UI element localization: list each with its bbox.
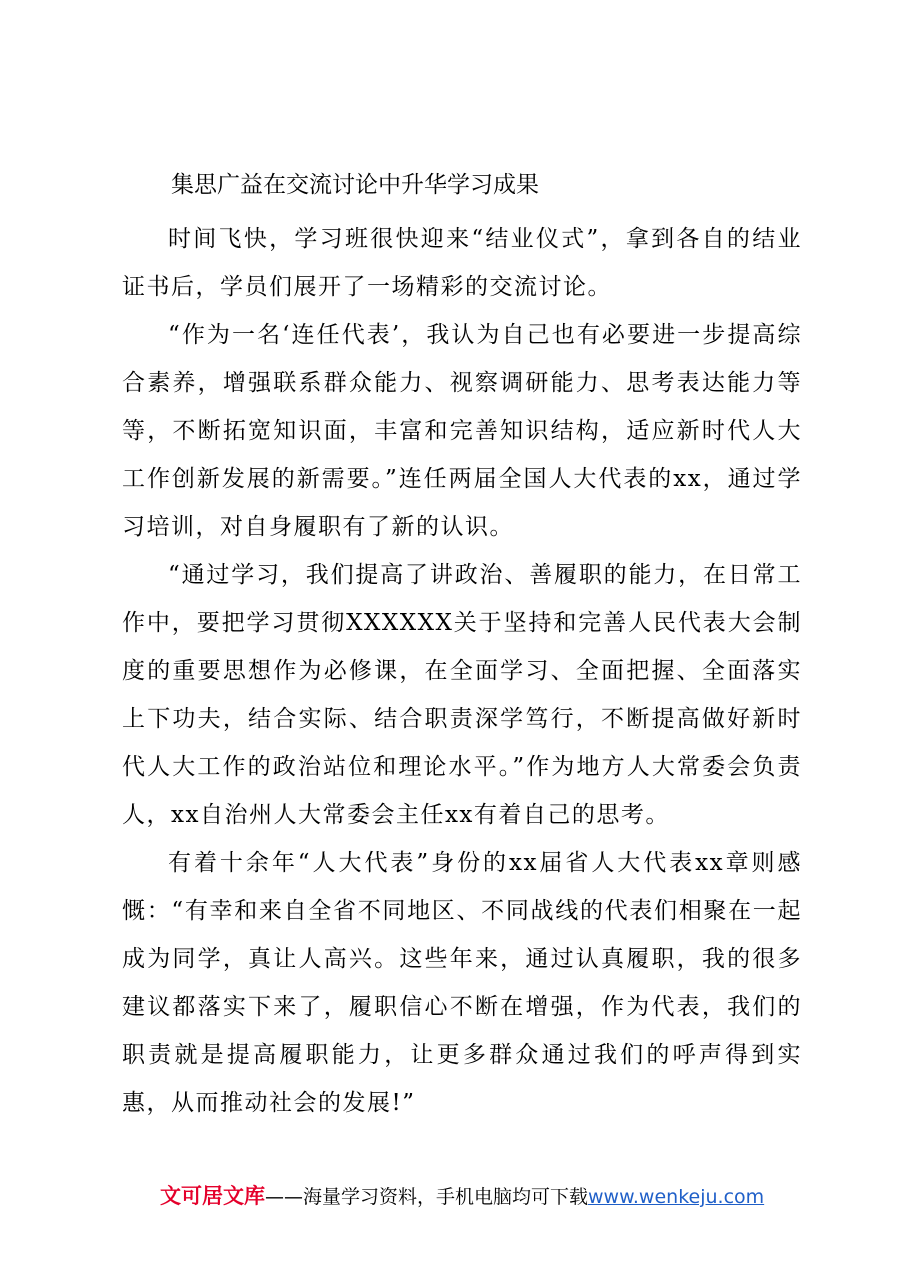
paragraph-1: 时间飞快，学习班很快迎来“结业仪式”，拿到各自的结业证书后，学员们展开了一场精彩的交流讨论。: [122, 226, 802, 300]
document-heading: 集思广益在交流讨论中升华学习成果: [171, 172, 539, 198]
footer-brand: 文可居文库: [160, 1184, 265, 1208]
footer-watermark: [160, 1183, 764, 1210]
footer-slogan: ——海量学习资料，手机电脑均可下载: [265, 1186, 589, 1208]
paragraph-4: 有着十余年“人大代表”身份的xx届省人大代表xx章则感慨：“有幸和来自全省不同地区、不同战线的代表们相聚在一起成为同学，真让人高兴。这些年来，通过认真履职，我的很多建议都落实下来了，履职信心不断在增强，作为代表，我们的职责就是提高履职能力，让更多群众通过我们的呼声得到实惠，从而推动社会的发展!”: [122, 850, 802, 1116]
paragraph-2: “作为一名‘连任代表’，我认为自己也有必要进一步提高综合素养，增强联系群众能力、视察调研能力、思考表达能力等等，不断拓宽知识面，丰富和完善知识结构，适应新时代人大工作创新发展的新需要。”连任两届全国人大代表的xx，通过学习培训，对自身履职有了新的认识。: [122, 322, 802, 540]
footer-url-link[interactable]: www.wenkeju.com: [588, 1186, 765, 1208]
paragraph-3: “通过学习，我们提高了讲政治、善履职的能力，在日常工作中，要把学习贯彻XXXXXX关于坚持和完善人民代表大会制度的重要思想作为必修课，在全面学习、全面把握、全面落实上下功夫，结合实际、结合职责深学笃行，不断提高做好新时代人大工作的政治站位和理论水平。”作为地方人大常委会负责人，xx自治州人大常委会主任xx有着自己的思考。: [122, 562, 802, 828]
document-body: [122, 215, 802, 1127]
